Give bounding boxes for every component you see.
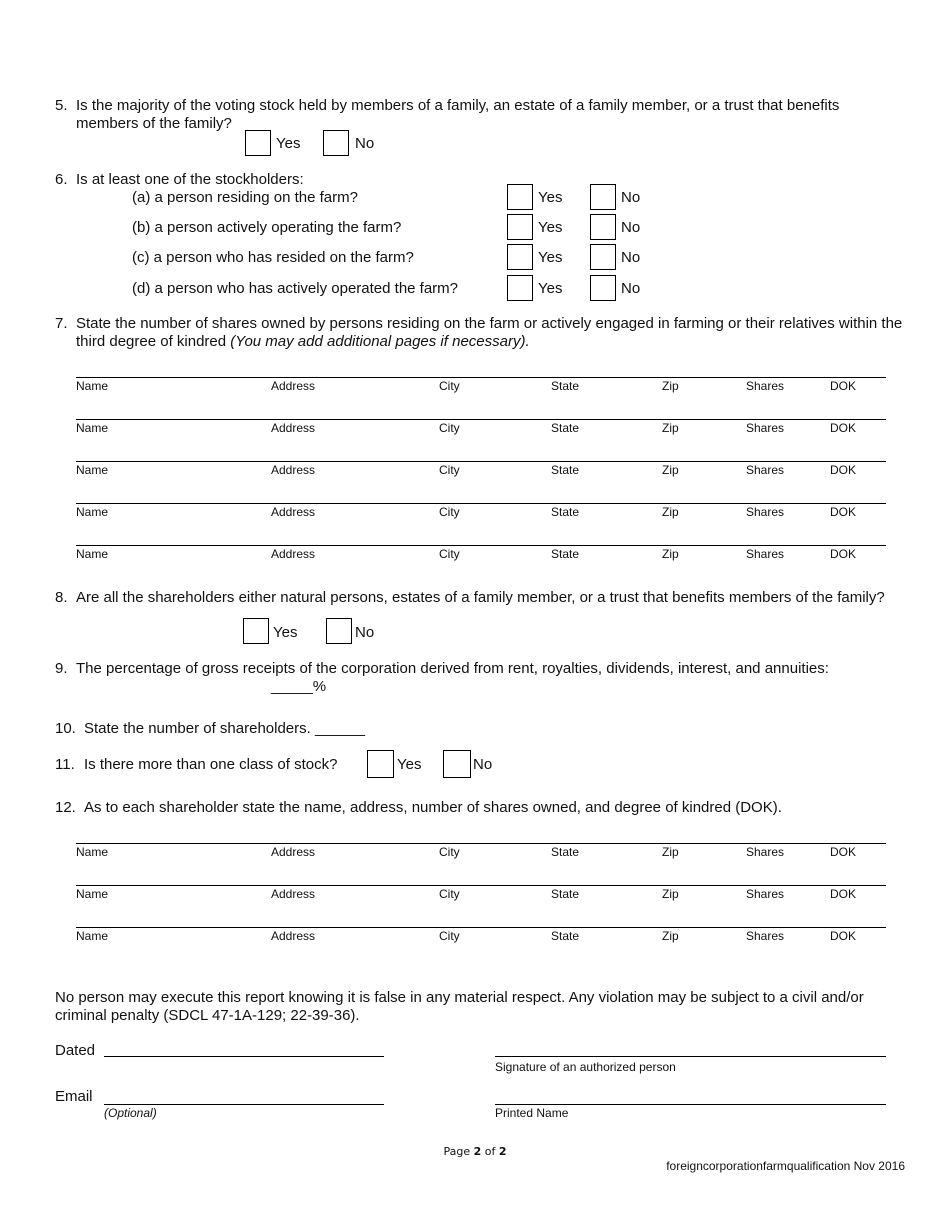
q5-no-checkbox[interactable] — [323, 130, 349, 156]
q11-yes-label: Yes — [397, 756, 422, 773]
q6b-yes-checkbox[interactable] — [507, 214, 533, 240]
q12-number: 12. — [55, 799, 76, 816]
q7-table-column-label-shares: Shares — [746, 463, 785, 477]
q12-table-row-line[interactable] — [76, 843, 886, 844]
q6-number: 6. — [55, 171, 68, 188]
q7-table-column-label-address: Address — [271, 547, 316, 561]
q11-no-label: No — [473, 756, 493, 773]
q12-table-column-label-address: Address — [271, 887, 316, 901]
q8-text: Are all the shareholders either natural persons, estates of a family member, or a trust that benefits members of the family? — [76, 589, 885, 606]
q6b-no-checkbox[interactable] — [590, 214, 616, 240]
q6a-no-label: No — [621, 189, 641, 206]
q7-table-column-label-city: City — [439, 379, 460, 393]
q7-table-column-label-state: State — [551, 547, 580, 561]
page-of: of — [481, 1145, 499, 1158]
q9-number: 9. — [55, 660, 68, 677]
q12-text: As to each shareholder state the name, address, number of shares owned, and degree of kindred (DOK). — [84, 799, 782, 816]
q7-table-row-line[interactable] — [76, 419, 886, 420]
q12-table-column-label-dok: DOK — [830, 845, 857, 859]
q12-table-column-label-dok: DOK — [830, 929, 857, 943]
q6b-no-label: No — [621, 219, 641, 236]
q7-table-column-label-state: State — [551, 421, 580, 435]
q6d-yes-checkbox[interactable] — [507, 275, 533, 301]
q12-table-column-label-address: Address — [271, 845, 316, 859]
q7-table-column-label-zip: Zip — [662, 547, 679, 561]
q7-table-row-line[interactable] — [76, 503, 886, 504]
q7-table-column-label-city: City — [439, 547, 460, 561]
q7-table-column-label-address: Address — [271, 421, 316, 435]
signature-line[interactable] — [495, 1056, 886, 1057]
q7-table-column-label-address: Address — [271, 463, 316, 477]
q6c-no-label: No — [621, 249, 641, 266]
q10-text: State the number of shareholders. ______ — [84, 720, 366, 737]
q9-text: The percentage of gross receipts of the corporation derived from rent, royalties, dividends, interest, and annuities: — [76, 660, 829, 677]
q12-table-column-label-zip: Zip — [662, 887, 679, 901]
q12-table-column-label-shares: Shares — [746, 845, 785, 859]
email-line[interactable] — [104, 1104, 384, 1105]
q7-table-column-label-dok: DOK — [830, 547, 857, 561]
q7-main-text: State the number of shares owned by persons residing on the farm or actively engaged in farming or their relatives within the third degree of kindred — [76, 315, 903, 350]
q7-text — [76, 315, 916, 351]
q6c-no-checkbox[interactable] — [590, 244, 616, 270]
q6a-yes-checkbox[interactable] — [507, 184, 533, 210]
q7-table-column-label-zip: Zip — [662, 421, 679, 435]
q12-table-column-label-dok: DOK — [830, 887, 857, 901]
q6d-yes-label: Yes — [538, 280, 563, 297]
q12-table-column-label-shares: Shares — [746, 887, 785, 901]
printed-name-line[interactable] — [495, 1104, 886, 1105]
q12-table-column-label-name: Name — [76, 845, 109, 859]
q11-number: 11. — [55, 756, 75, 773]
q8-number: 8. — [55, 589, 68, 606]
page-total: 2 — [498, 1145, 507, 1158]
q12-table-column-label-zip: Zip — [662, 845, 679, 859]
q7-table-column-label-shares: Shares — [746, 421, 785, 435]
q12-table-column-label-name: Name — [76, 929, 109, 943]
q7-table-column-label-name: Name — [76, 463, 109, 477]
q9-percentage-blank[interactable]: _____% — [271, 678, 327, 695]
q7-table-column-label-state: State — [551, 505, 580, 519]
q7-table-column-label-city: City — [439, 421, 460, 435]
q7-table-column-label-name: Name — [76, 505, 109, 519]
q12-table-column-label-state: State — [551, 929, 580, 943]
q7-table-column-label-address: Address — [271, 379, 316, 393]
dated-line[interactable] — [104, 1056, 384, 1057]
q7-table-column-label-dok: DOK — [830, 379, 857, 393]
q7-table-column-label-address: Address — [271, 505, 316, 519]
q7-table-column-label-zip: Zip — [662, 505, 679, 519]
signature-caption: Signature of an authorized person — [495, 1060, 676, 1074]
q6d-no-label: No — [621, 280, 641, 297]
printed-name-caption: Printed Name — [495, 1106, 569, 1120]
q11-yes-checkbox[interactable] — [367, 750, 394, 778]
q7-table-column-label-name: Name — [76, 547, 109, 561]
q5-number: 5. — [55, 97, 68, 114]
q7-table-column-label-name: Name — [76, 421, 109, 435]
q7-number: 7. — [55, 315, 68, 332]
optional-label: (Optional) — [104, 1106, 157, 1120]
q6a-text: (a) a person residing on the farm? — [132, 189, 358, 206]
q12-table-column-label-shares: Shares — [746, 929, 785, 943]
q6-text: Is at least one of the stockholders: — [76, 171, 304, 188]
q7-table-column-label-name: Name — [76, 379, 109, 393]
q5-yes-checkbox[interactable] — [245, 130, 271, 156]
q7-table-column-label-shares: Shares — [746, 379, 785, 393]
q12-table-row-line[interactable] — [76, 885, 886, 886]
q12-table-column-label-zip: Zip — [662, 929, 679, 943]
q5-no-label: No — [355, 135, 375, 152]
page-prefix: Page — [443, 1145, 474, 1158]
q7-table-column-label-state: State — [551, 463, 580, 477]
penalty-statement: No person may execute this report knowing it is false in any material respect. Any violation may be subject to a civil and/or criminal penalty (SDCL 47-1A-129; 22-39-36). — [55, 989, 864, 1024]
q12-table-column-label-city: City — [439, 929, 460, 943]
q6a-no-checkbox[interactable] — [590, 184, 616, 210]
q6d-text: (d) a person who has actively operated the farm? — [132, 280, 459, 297]
q12-table-column-label-state: State — [551, 845, 580, 859]
q11-no-checkbox[interactable] — [443, 750, 471, 778]
q6b-text: (b) a person actively operating the farm? — [132, 219, 402, 236]
q6c-yes-label: Yes — [538, 249, 563, 266]
q6a-yes-label: Yes — [538, 189, 563, 206]
q6c-text: (c) a person who has resided on the farm? — [132, 249, 414, 266]
q8-no-checkbox[interactable] — [326, 618, 352, 644]
q6d-no-checkbox[interactable] — [590, 275, 616, 301]
page-number — [0, 1145, 950, 1158]
q7-table-column-label-zip: Zip — [662, 463, 679, 477]
q8-yes-checkbox[interactable] — [243, 618, 269, 644]
q7-table-column-label-shares: Shares — [746, 505, 785, 519]
q7-table-column-label-dok: DOK — [830, 421, 857, 435]
q12-table-row-line[interactable] — [76, 927, 886, 928]
dated-label: Dated — [55, 1042, 96, 1059]
q7-table-row-line[interactable] — [76, 545, 886, 546]
q6c-yes-checkbox[interactable] — [507, 244, 533, 270]
q12-table-column-label-city: City — [439, 845, 460, 859]
q7-note: (You may add additional pages if necessary). — [230, 333, 530, 350]
q7-table-column-label-dok: DOK — [830, 463, 857, 477]
q5-yes-label: Yes — [276, 135, 301, 152]
q12-table-column-label-state: State — [551, 887, 580, 901]
q7-table-column-label-dok: DOK — [830, 505, 857, 519]
q6b-yes-label: Yes — [538, 219, 563, 236]
q7-table-column-label-zip: Zip — [662, 379, 679, 393]
email-label: Email — [55, 1088, 93, 1105]
q7-table-column-label-city: City — [439, 505, 460, 519]
q7-table-column-label-city: City — [439, 463, 460, 477]
q8-no-label: No — [355, 624, 375, 641]
q12-table-column-label-address: Address — [271, 929, 316, 943]
q10-number: 10. — [55, 720, 76, 737]
q7-table-column-label-shares: Shares — [746, 547, 785, 561]
q7-table-column-label-state: State — [551, 379, 580, 393]
q7-table-row-line[interactable] — [76, 461, 886, 462]
q7-table-row-line[interactable] — [76, 377, 886, 378]
q12-table-column-label-city: City — [439, 887, 460, 901]
q11-text: Is there more than one class of stock? — [84, 756, 338, 773]
page-current: 2 — [473, 1145, 482, 1158]
q5-text: Is the majority of the voting stock held by members of a family, an estate of a family member, or a trust that benefits members of the family? — [76, 97, 840, 132]
q8-yes-label: Yes — [273, 624, 298, 641]
q12-table-column-label-name: Name — [76, 887, 109, 901]
form-identifier: foreigncorporationfarmqualification Nov 2016 — [666, 1159, 905, 1173]
